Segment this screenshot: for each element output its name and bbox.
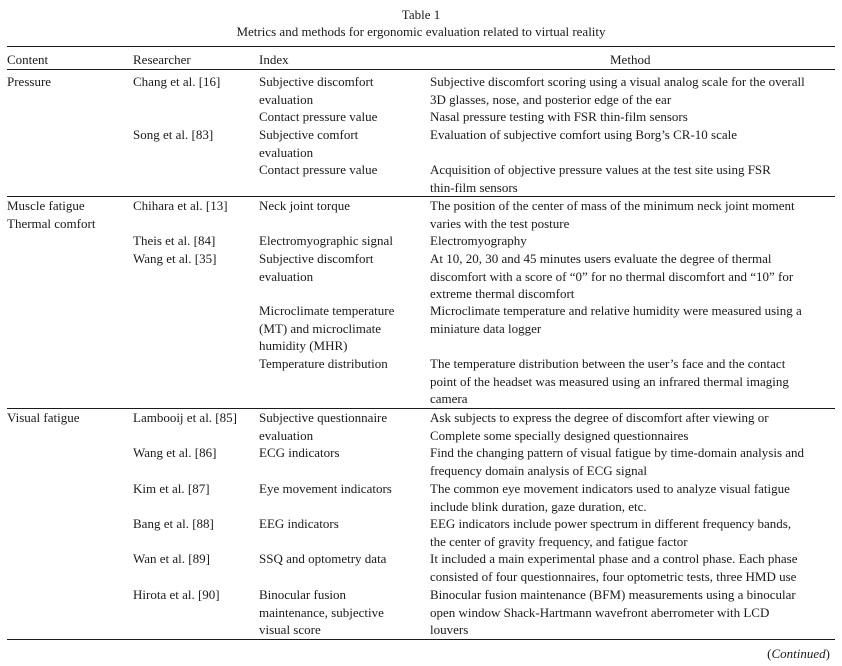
cell-line: Eye movement indicators [259,481,392,496]
cell-researcher [133,250,216,268]
cell-line: Temperature distribution [259,356,388,371]
cell-line: 3D glasses, nose, and posterior edge of the ear [430,91,672,107]
cell-line: Hirota et al. [90] [133,587,220,602]
cell-line: Muscle fatigue [7,198,85,213]
continued-note: (Continued) [767,646,830,661]
cell-line: Binocular fusion [259,587,347,602]
cell-content [7,197,95,232]
cell-researcher [133,586,220,604]
cell-method [430,586,796,639]
cell-line: Contact pressure value [259,162,378,177]
cell-line: extreme thermal discomfort [430,286,575,302]
cell-researcher [133,232,215,250]
cell-method [430,232,527,250]
cell-line: SSQ and optometry data [259,551,387,566]
cell-method [430,550,797,585]
cell-line: The temperature distribution between the user’s face and the contact [430,356,786,371]
cell-line: humidity (MHR) [259,338,348,354]
cell-line: (MT) and microclimate [259,320,382,336]
cell-line: Microclimate temperature [259,303,395,318]
cell-method [430,250,793,303]
cell-line: The common eye movement indicators used to analyze visual fatigue [430,481,790,496]
cell-index [259,250,373,285]
cell-line: Chihara et al. [13] [133,198,228,213]
cell-line: Wang et al. [86] [133,445,217,460]
cell-line: varies with the test posture [430,215,570,231]
cell-index [259,197,350,215]
cell-line: Pressure [7,74,52,89]
cell-line: Kim et al. [87] [133,481,210,496]
cell-line: Subjective comfort [259,127,359,142]
cell-line: ECG indicators [259,445,340,460]
continued-label: Continued [771,646,826,661]
cell-line: Bang et al. [88] [133,516,214,531]
cell-line: camera [430,391,468,407]
cell-line: The position of the center of mass of the minimum neck joint moment [430,198,795,213]
cell-index [259,355,388,373]
cell-line: discomfort with a score of “0” for no thermal discomfort and “10” for [430,268,794,284]
cell-index [259,515,339,533]
cell-line: Acquisition of objective pressure values at the test site using FSR [430,162,771,177]
cell-line: At 10, 20, 30 and 45 minutes users evaluate the degree of thermal [430,251,772,266]
cell-line: Subjective questionnaire [259,410,388,425]
cell-index [259,550,386,568]
cell-line: evaluation [259,91,314,107]
cell-line: Microclimate temperature and relative humidity were measured using a [430,303,802,318]
cell-line: Ask subjects to express the degree of discomfort after viewing or [430,410,769,425]
cell-researcher [133,126,213,144]
cell-index [259,161,377,179]
cell-method [430,444,804,479]
cell-line: Song et al. [83] [133,127,214,142]
cell-index [259,232,393,250]
cell-line: It included a main experimental phase and a control phase. Each phase [430,551,798,566]
cell-line: EEG indicators include power spectrum in different frequency bands, [430,516,792,531]
table-title: Metrics and methods for ergonomic evaluation related to virtual reality [236,24,606,39]
cell-index [259,444,340,462]
cell-method [430,515,791,550]
cell-researcher [133,197,228,215]
cell-line: point of the headset was measured using an infrared thermal imaging [430,373,789,389]
group-rule-visual [7,408,835,409]
bottom-rule [7,639,835,640]
cell-index [259,480,392,498]
cell-index [259,586,384,639]
cell-line: Subjective discomfort [259,74,374,89]
cell-line: Electromyographic signal [259,233,393,248]
cell-method [430,73,805,108]
cell-content [7,409,80,427]
cell-line: the center of gravity frequency, and fatigue factor [430,533,688,549]
cell-researcher [133,480,210,498]
cell-line: thin-film sensors [430,179,518,195]
header-rule [7,69,835,70]
cell-line: Contact pressure value [259,109,378,124]
cell-line: Neck joint torque [259,198,350,213]
cell-method [430,108,688,126]
cell-index [259,108,377,126]
cell-researcher [133,515,214,533]
cell-line: Wan et al. [89] [133,551,210,566]
cell-line: Thermal comfort [7,215,96,231]
cell-line: Evaluation of subjective comfort using Borg’s CR-10 scale [430,127,738,142]
cell-line: Theis et al. [84] [133,233,216,248]
cell-content [7,73,51,91]
table-label: Table 1 [401,7,441,22]
header-index: Index [259,52,289,67]
cell-line: Subjective discomfort [259,251,374,266]
cell-index [259,126,358,161]
cell-method [430,302,802,337]
cell-line: evaluation [259,268,314,284]
cell-line: Find the changing pattern of visual fatigue by time-domain analysis and [430,445,805,460]
cell-researcher [133,550,210,568]
cell-line: frequency domain analysis of ECG signal [430,462,647,478]
cell-line: EEG indicators [259,516,339,531]
cell-method [430,126,737,144]
cell-researcher [133,409,237,427]
cell-method [430,197,795,232]
cell-line: Complete some specially designed questionnaires [430,427,689,443]
cell-method [430,355,789,408]
cell-researcher [133,73,220,91]
cell-line: visual score [259,622,321,638]
group-rule-muscle [7,196,835,197]
cell-line: Lambooij et al. [85] [133,410,237,425]
cell-line: Electromyography [430,233,527,248]
cell-researcher [133,444,216,462]
cell-line: open window Shack-Hartmann wavefront aberrometer with LCD [430,604,770,620]
cell-method [430,480,790,515]
cell-line: Nasal pressure testing with FSR thin-film sensors [430,109,688,124]
header-method: Method [610,52,651,67]
cell-line: include blink duration, gaze duration, etc. [430,498,647,514]
cell-line: evaluation [259,144,314,160]
top-rule [7,46,835,47]
cell-index [259,302,394,355]
cell-line: Binocular fusion maintenance (BFM) measurements using a binocular [430,587,796,602]
header-content: Content [7,52,49,67]
header-researcher: Researcher [133,52,191,67]
cell-line: consisted of four questionnaires, four optometric tests, three HMD use [430,568,797,584]
cell-index [259,409,387,444]
cell-line: louvers [430,622,469,638]
cell-line: maintenance, subjective [259,604,384,620]
cell-line: Visual fatigue [7,410,80,425]
cell-method [430,409,769,444]
cell-method [430,161,771,196]
cell-index [259,73,373,108]
cell-line: Subjective discomfort scoring using a visual analog scale for the overall [430,74,805,89]
cell-line: miniature data logger [430,320,542,336]
cell-line: evaluation [259,427,314,443]
cell-line: Wang et al. [35] [133,251,217,266]
cell-line: Chang et al. [16] [133,74,221,89]
